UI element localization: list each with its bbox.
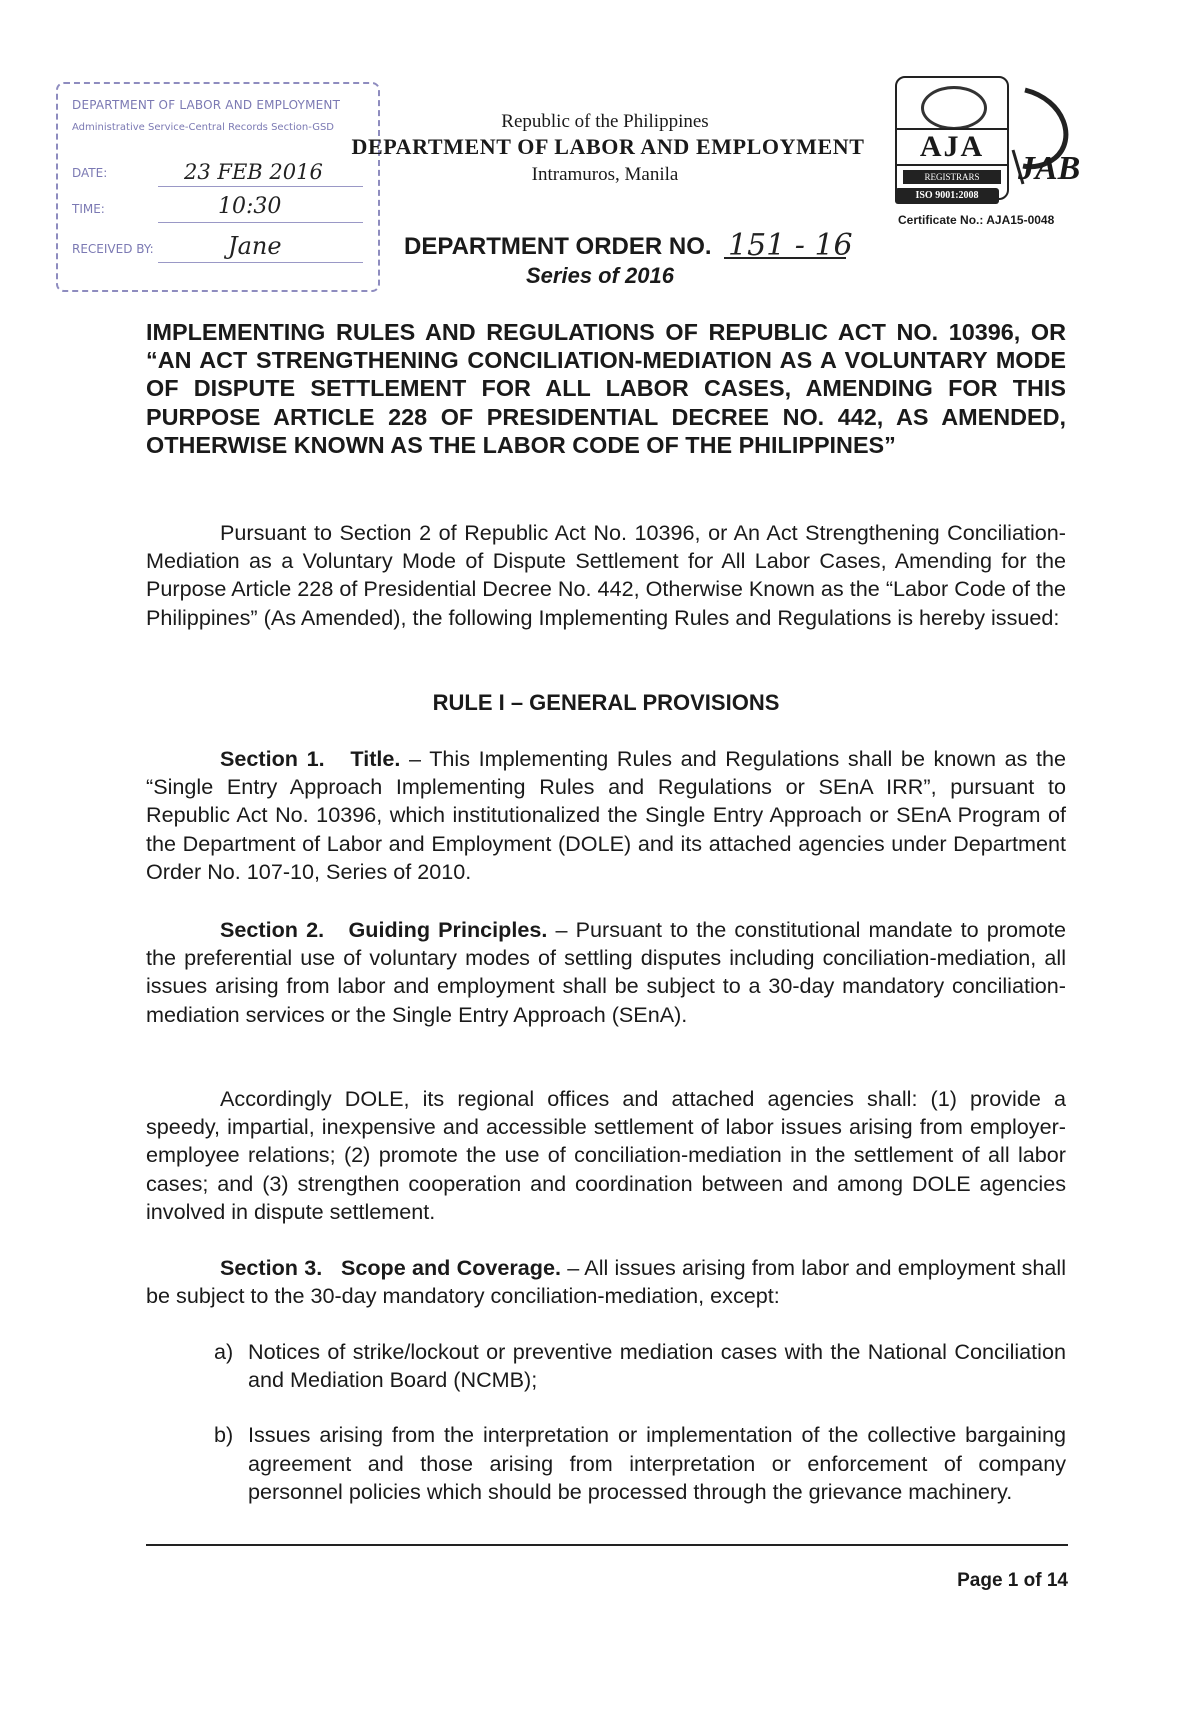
page-number: Page 1 of 14 <box>957 1570 1068 1591</box>
section-3 <box>146 1254 1066 1310</box>
stamp-date-label: DATE: <box>72 166 108 180</box>
order-series: Series of 2016 <box>526 263 674 288</box>
jab-logo-text: JAB <box>1018 150 1081 187</box>
stamp-date-value: 23 FEB 2016 <box>184 160 323 184</box>
stamp-time-value: 10:30 <box>218 194 282 219</box>
section-2-text: – Pursuant to the constitutional mandate to promote the preferential use of voluntary modes of settling disputes including conciliation-mediation, all issues arising from labor and employment shall be subject to a 30-day mandatory conciliation-mediation services or the Single Entry Approach (SEnA). <box>146 917 1067 1027</box>
order-label: DEPARTMENT ORDER NO. <box>404 233 712 260</box>
list-item-text: Issues arising from the interpretation or implementation of the collective bargaining agreement and those arising from interpretation or enforcement of company personnel policies which should be processed through the grievance machinery. <box>248 1422 1066 1504</box>
iso-badge: ISO 9001:2008 <box>895 188 999 204</box>
aja-logo-text: AJA <box>897 128 1007 166</box>
section-1-text: – This Implementing Rules and Regulations shall be known as the “Single Entry Approach Implementing Rules and Regulations or SEnA IRR”, pursuant to Republic Act No. 10396, which institutionalized the Single Entry Approach or SEnA Program of the Department of Labor and Employment (DOLE) and its attached agencies under Department Order No. 107-10, Series of 2010. <box>146 746 1066 884</box>
section-1-label: Section 1. <box>220 746 325 771</box>
section-2 <box>146 916 1066 1029</box>
order-number: 151 - 16 <box>728 228 853 263</box>
section-2-heading: Guiding Principles. <box>348 917 548 942</box>
footer-divider <box>146 1544 1068 1546</box>
stamp-office: DEPARTMENT OF LABOR AND EMPLOYMENT <box>72 98 341 112</box>
section-3-label: Section 3. <box>220 1255 323 1280</box>
header-city: Intramuros, Manila <box>531 164 679 185</box>
accordingly-paragraph: Accordingly DOLE, its regional offices and attached agencies shall: (1) provide a speedy, impartial, inexpensive and accessible settlement of labor issues arising from employer-employee relations; (2) promote the use of conciliation-mediation in the settlement of all labor cases; and (3) strengthen cooperation and coordination between and among DOLE agencies involved in dispute settlement. <box>146 1086 1066 1224</box>
certificate-number: Certificate No.: AJA15-0048 <box>898 213 1055 227</box>
list-item <box>214 1421 1066 1506</box>
exceptions-list <box>214 1338 1066 1506</box>
list-marker: b) <box>214 1422 234 1448</box>
list-item <box>214 1338 1066 1394</box>
aja-logo <box>895 76 1009 200</box>
received-stamp <box>56 82 380 292</box>
registrars-label: REGISTRARS <box>903 170 1001 184</box>
section-1 <box>146 745 1066 886</box>
stamp-date-line <box>158 186 363 187</box>
stamp-time-line <box>158 222 363 223</box>
globe-icon <box>921 86 987 130</box>
stamp-received-label: RECEIVED BY: <box>72 242 154 256</box>
preamble: Pursuant to Section 2 of Republic Act No. 10396, or An Act Strengthening Conciliation-Mediation as a Voluntary Mode of Dispute Settlement for All Labor Cases, Amending for the Purpose Article 228 of Presidential Decree No. 442, Otherwise Known as the “Labor Code of the Philippines” (As Amended), the following Implementing Rules and Regulations is hereby issued: <box>146 520 1066 630</box>
header-country: Republic of the Philippines <box>501 111 709 132</box>
list-item-text: Notices of strike/lockout or preventive mediation cases with the National Conciliation and Mediation Board (NCMB); <box>248 1339 1066 1393</box>
rule-heading: RULE I – GENERAL PROVISIONS <box>432 690 780 715</box>
stamp-time-label: TIME: <box>72 202 105 216</box>
section-3-heading: Scope and Coverage. <box>340 1255 562 1280</box>
stamp-received-line <box>158 262 363 263</box>
section-3-text: – All issues arising from labor and employment shall be subject to the 30-day mandatory conciliation-mediation, except: <box>146 1255 1066 1309</box>
stamp-section: Administrative Service-Central Records Section-GSD <box>72 122 334 133</box>
section-2-label: Section 2. <box>220 917 325 942</box>
stamp-signature: Jane <box>228 232 282 260</box>
header-department: DEPARTMENT OF LABOR AND EMPLOYMENT <box>351 134 865 159</box>
section-1-heading: Title. <box>350 746 401 771</box>
list-marker: a) <box>214 1339 234 1364</box>
document-title: IMPLEMENTING RULES AND REGULATIONS OF REPUBLIC ACT NO. 10396, OR “AN ACT STRENGTHENING CONCILIATION-MEDIATION AS A VOLUNTARY MODE OF DISPUTE SETTLEMENT FOR ALL LABOR CASES, AMENDING FOR THIS PURPOSE ARTICLE 228 OF PRESIDENTIAL DECREE NO. 442, AS AMENDED, OTHERWISE KNOWN AS THE LABOR CODE OF THE PHILIPPINES” <box>146 319 1066 458</box>
